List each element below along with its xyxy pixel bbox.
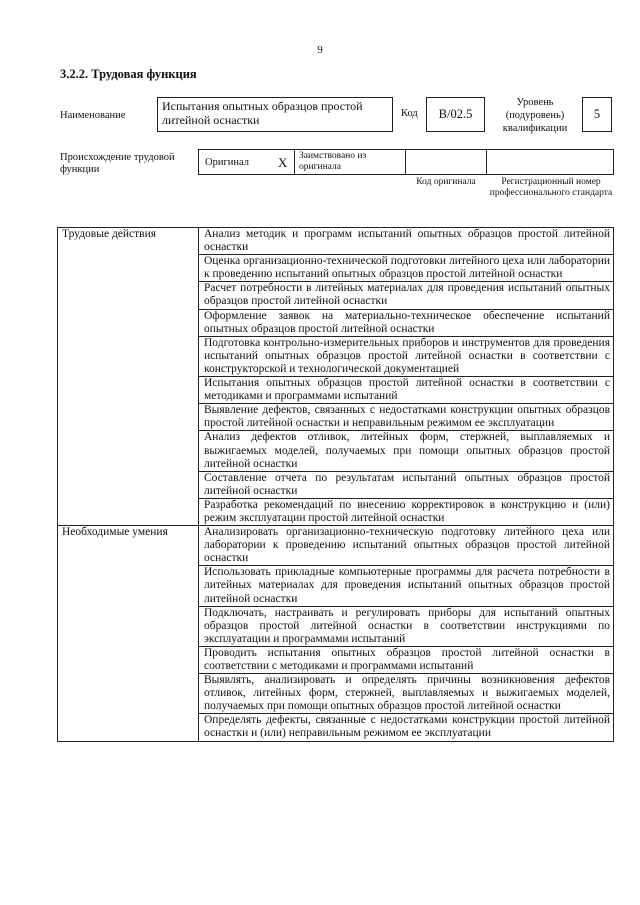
list-item: Использовать прикладные компьютерные программы для расчета потребности в литейных материалах для проведения испытаний опытных образцов простой литейной оснастки bbox=[199, 566, 614, 606]
list-item: Анализ дефектов отливок, литейных форм, стержней, выплавляемых и выжигаемых моделей, получаемых при помощи опытных образцов простой литейной оснастки bbox=[199, 431, 614, 471]
section-title-skills: Необходимые умения bbox=[58, 526, 199, 742]
list-item: Анализировать организационно-техническую подготовку литейного цеха или лаборатории к проведению испытаний опытных образцов простой литейной оснастки bbox=[199, 526, 614, 566]
original-mark: X bbox=[278, 155, 288, 170]
origin-label: Происхождение трудовой функции bbox=[60, 152, 175, 175]
reg-number-cell bbox=[486, 149, 614, 175]
list-item: Испытания опытных образцов простой литейной оснастки в соответствии с методиками и программами испытаний bbox=[199, 377, 614, 404]
original-label: Оригинал bbox=[205, 157, 249, 168]
list-item: Определять дефекты, связанные с недостатками конструкции простой литейной оснастки и (или) неправильным режимом ее эксплуатации bbox=[199, 714, 614, 741]
code-value: B/02.5 bbox=[426, 97, 485, 132]
list-item: Расчет потребности в литейных материалах для проведения испытаний опытных образцов простой литейной оснастки bbox=[199, 282, 614, 309]
list-item: Подготовка контрольно-измерительных приборов и инструментов для проведения испытаний опытных образцов простой литейной оснастки в соответствии с конструкторской и технологической документацией bbox=[199, 336, 614, 376]
name-value: Испытания опытных образцов простой литейной оснастки bbox=[157, 97, 393, 132]
page-number: 9 bbox=[317, 44, 323, 56]
original-cell bbox=[198, 149, 295, 175]
list-item: Выявлять, анализировать и определять причины возникновения дефектов отливок, литейных форм, стержней, выплавляемых и выжигаемых моделей, получаемых при помощи опытных образцов простой литейной оснастки bbox=[199, 674, 614, 714]
list-item: Проводить испытания опытных образцов простой литейной оснастки в соответствии с методиками и программами испытаний bbox=[199, 646, 614, 673]
list-item: Выявление дефектов, связанных с недостатками конструкции опытных образцов простой литейной оснастки и неправильным режимом ее эксплуатации bbox=[199, 404, 614, 431]
level-label: Уровень (подуровень) квалификации bbox=[502, 97, 568, 134]
list-item: Составление отчета по результатам испытаний опытных образцов простой литейной оснастки bbox=[199, 471, 614, 498]
section-title: 3.2.2. Трудовая функция bbox=[60, 67, 197, 81]
table-row bbox=[58, 526, 614, 566]
borrowed-label: Заимствовано из оригинала bbox=[299, 151, 367, 172]
table-row bbox=[58, 228, 614, 255]
list-item: Разработка рекомендаций по внесению корректировок в конструкцию и (или) режим эксплуатации простой литейной оснастки bbox=[199, 498, 614, 525]
section-title-actions: Трудовые действия bbox=[58, 228, 199, 526]
list-item: Подключать, настраивать и регулировать приборы для испытаний опытных образцов простой литейной оснастки в соответствии инструкциями по эксплуатации и программами испытаний bbox=[199, 606, 614, 646]
code-label: Код bbox=[401, 108, 418, 119]
level-value: 5 bbox=[582, 97, 612, 132]
function-table bbox=[57, 227, 614, 742]
list-item: Оформление заявок на материально-техническое обеспечение испытаний опытных образцов простой литейной оснастки bbox=[199, 309, 614, 336]
list-item: Анализ методик и программ испытаний опытных образцов простой литейной оснастки bbox=[199, 228, 614, 255]
reg-number-caption: Регистрационный номер профессионального стандарта bbox=[489, 177, 613, 198]
code-original-cell bbox=[405, 149, 487, 175]
borrowed-cell bbox=[294, 149, 406, 175]
name-label: Наименование bbox=[60, 110, 126, 121]
code-original-caption: Код оригинала bbox=[416, 177, 476, 187]
list-item: Оценка организационно-технической подготовки литейного цеха или лаборатории к проведению испытаний опытных образцов простой литейной оснастки bbox=[199, 255, 614, 282]
